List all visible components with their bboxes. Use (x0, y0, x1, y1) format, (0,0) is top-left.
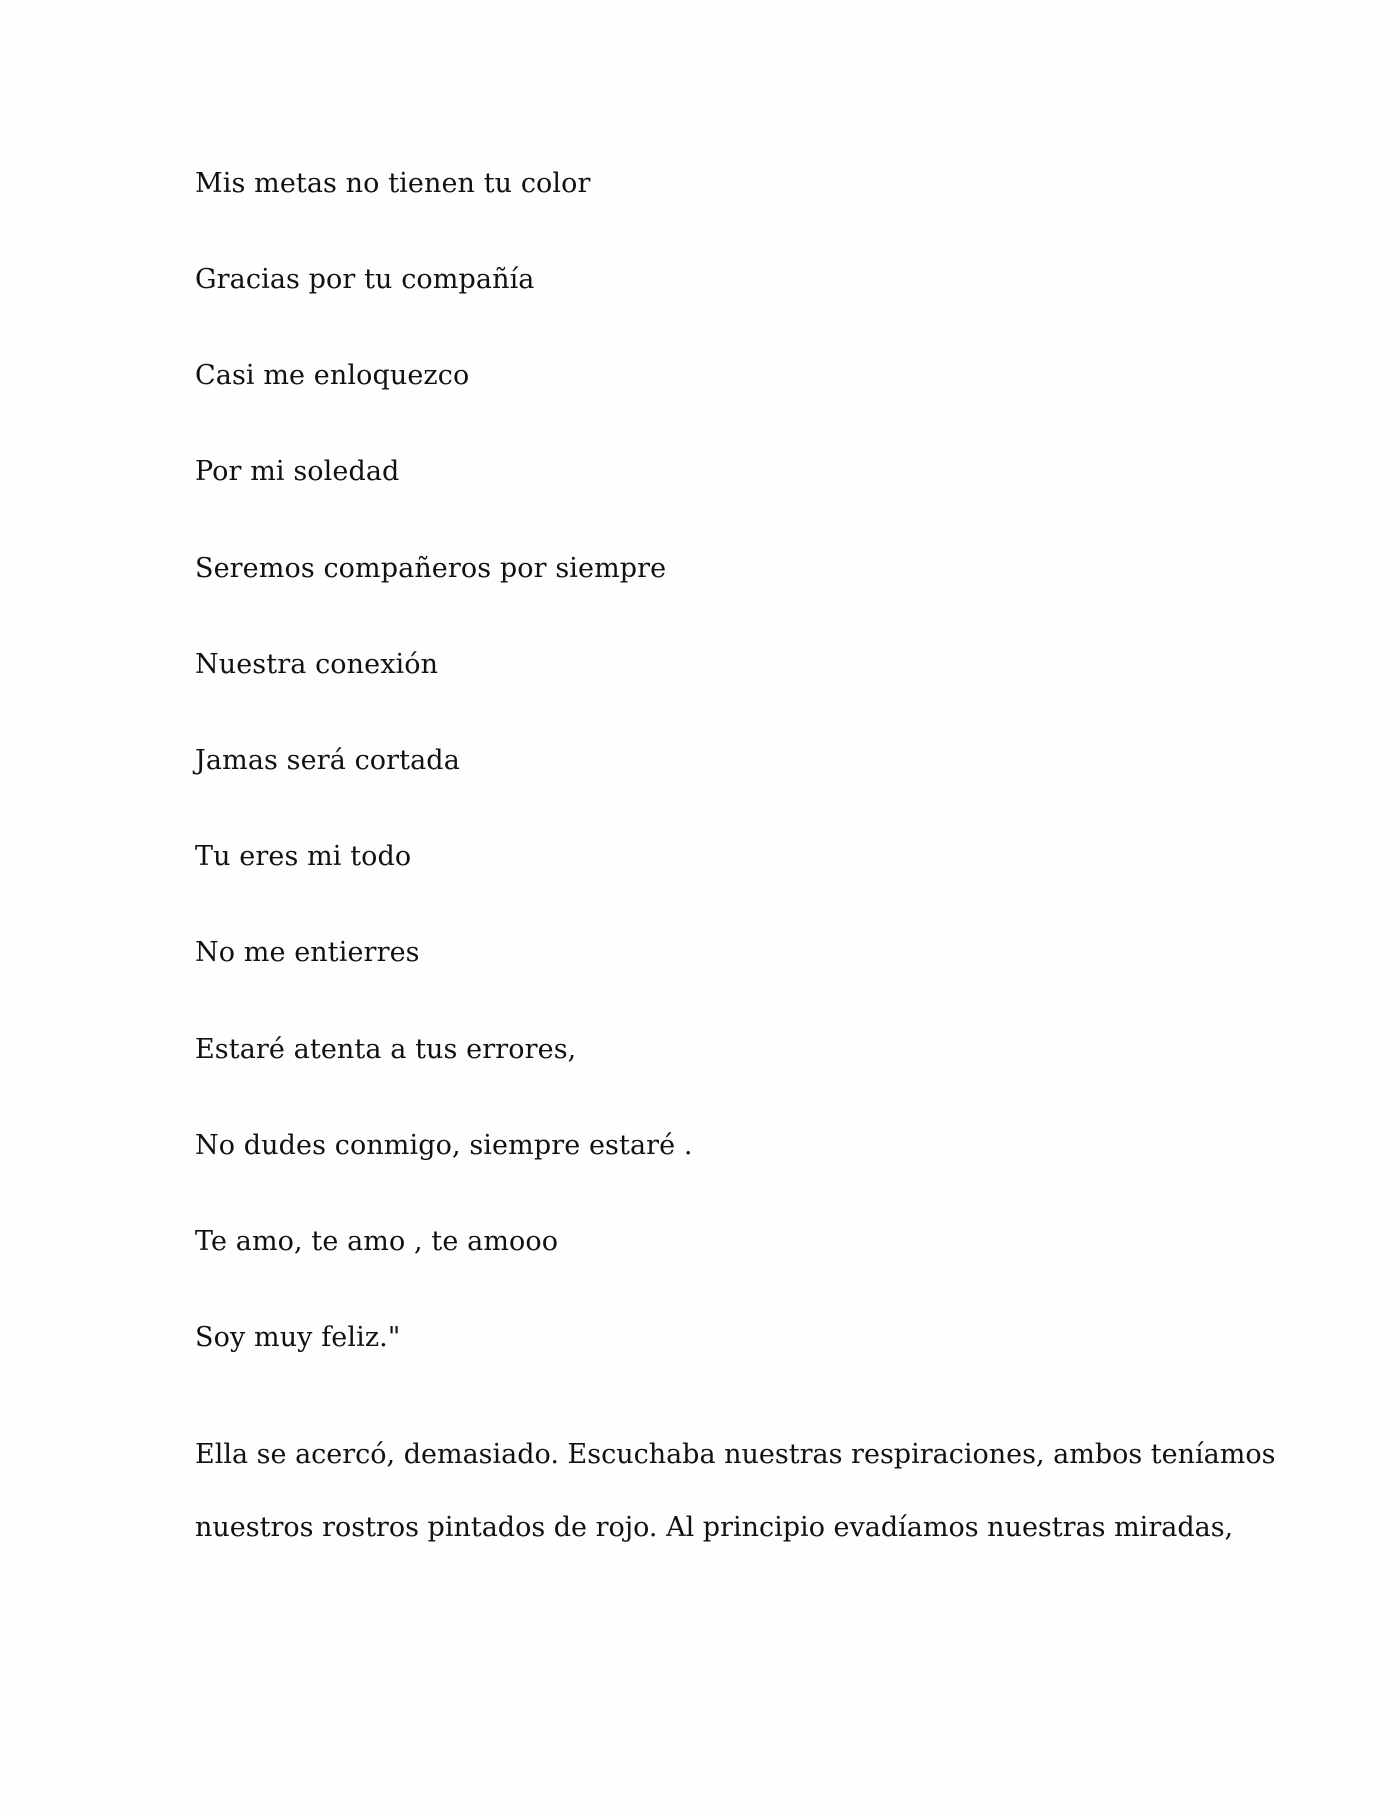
verse-line: Nuestra conexión (195, 649, 439, 680)
verse-line: Por mi soledad (195, 456, 400, 487)
verse-line: Gracias por tu compañía (195, 264, 535, 295)
verse-line: Jamas será cortada (195, 745, 460, 776)
prose-line: Ella se acercó, demasiado. Escuchaba nuestras respiraciones, ambos teníamos (195, 1439, 1276, 1470)
verse-line: Casi me enloquezco (195, 360, 470, 391)
verse-line: No dudes conmigo, siempre estaré . (195, 1130, 693, 1161)
prose-paragraph (195, 1418, 1276, 1564)
verse-line: Tu eres mi todo (195, 841, 412, 872)
prose-line: nuestros rostros pintados de rojo. Al principio evadíamos nuestras miradas, (195, 1512, 1234, 1543)
verse-line: Soy muy feliz." (195, 1322, 401, 1353)
verse-line: Mis metas no tienen tu color (195, 168, 591, 199)
verse-line: Estaré atenta a tus errores, (195, 1034, 577, 1065)
verse-line: No me entierres (195, 937, 420, 968)
verse-line: Te amo, te amo , te amooo (195, 1226, 559, 1257)
verse-line: Seremos compañeros por siempre (195, 553, 667, 584)
